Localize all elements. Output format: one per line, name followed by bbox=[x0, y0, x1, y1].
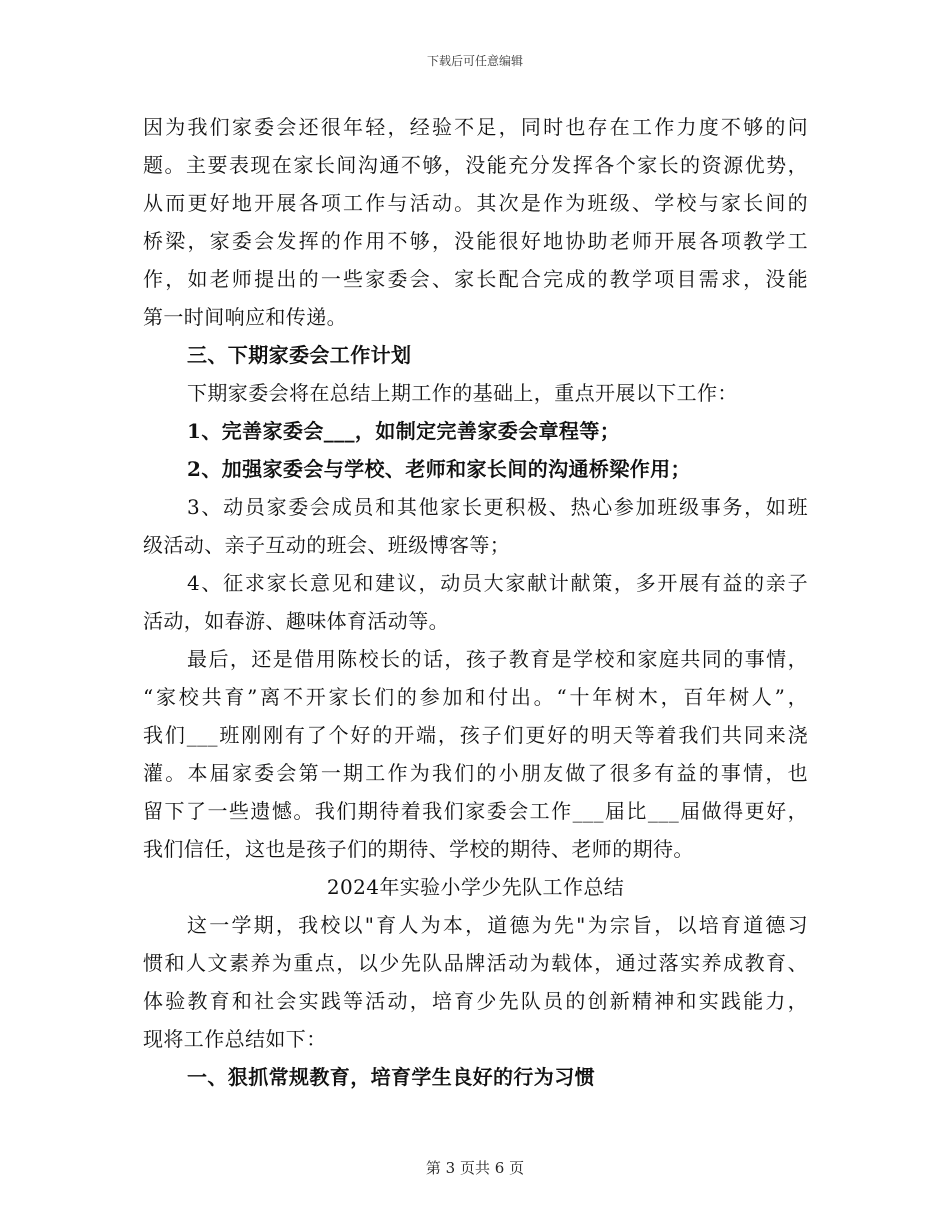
paragraph-line: 因为我们家委会还很年轻，经验不足，同时也存在工作力度不够的问 bbox=[143, 115, 808, 139]
paragraph-line: 灌。本届家委会第一期工作为我们的小朋友做了很多有益的事情，也 bbox=[143, 761, 808, 785]
paragraph-line: 第一时间响应和传递。 bbox=[143, 305, 347, 329]
list-item: 4、征求家长意见和建议，动员大家献计献策，多开展有益的亲子 bbox=[187, 571, 808, 595]
paragraph-line: 体验教育和社会实践等活动，培育少先队员的创新精神和实践能力， bbox=[143, 989, 808, 1013]
section-heading: 三、下期家委会工作计划 bbox=[187, 343, 412, 367]
paragraph-line: 这一学期，我校以"育人为本，道德为先"为宗旨，以培育道德习 bbox=[187, 913, 808, 937]
list-item-bold: 2、加强家委会与学校、老师和家长间的沟通桥梁作用； bbox=[187, 457, 691, 481]
paragraph-line: “家校共育”离不开家长们的参加和付出。“十年树木，百年树人”， bbox=[143, 685, 808, 709]
paragraph-line: 下期家委会将在总结上期工作的基础上，重点开展以下工作： bbox=[187, 381, 738, 405]
paragraph-line: 我们信任，这也是孩子们的期待、学校的期待、老师的期待。 bbox=[143, 837, 694, 861]
document-title: 2024年实验小学少先队工作总结 bbox=[326, 875, 625, 899]
paragraph-line: 留下了一些遗憾。我们期待着我们家委会工作___届比___届做得更好， bbox=[143, 799, 808, 823]
page-footer: 第 3 页共 6 页 bbox=[425, 1159, 525, 1177]
document-body bbox=[143, 108, 808, 1096]
paragraph-line: 活动，如春游、趣味体育活动等。 bbox=[143, 609, 449, 633]
list-item-bold: 1、完善家委会___，如制定完善家委会章程等； bbox=[187, 419, 621, 443]
paragraph-line: 桥梁，家委会发挥的作用不够，没能很好地协助老师开展各项教学工 bbox=[143, 229, 808, 253]
paragraph-line: 作，如老师提出的一些家委会、家长配合完成的教学项目需求，没能 bbox=[143, 267, 808, 291]
paragraph-line: 题。主要表现在家长间沟通不够，没能充分发挥各个家长的资源优势， bbox=[143, 153, 808, 177]
paragraph-line: 惯和人文素养为重点，以少先队品牌活动为载体，通过落实养成教育、 bbox=[143, 951, 808, 975]
paragraph-line: 从而更好地开展各项工作与活动。其次是作为班级、学校与家长间的 bbox=[143, 191, 808, 215]
paragraph-line: 级活动、亲子互动的班会、班级博客等； bbox=[143, 533, 511, 557]
section-heading: 一、狠抓常规教育，培育学生良好的行为习惯 bbox=[187, 1065, 595, 1089]
list-item: 3、动员家委会成员和其他家长更积极、热心参加班级事务，如班 bbox=[187, 495, 808, 519]
page-header: 下载后可任意编辑 bbox=[426, 54, 523, 68]
paragraph-line: 现将工作总结如下： bbox=[143, 1027, 327, 1051]
paragraph-line: 最后，还是借用陈校长的话，孩子教育是学校和家庭共同的事情， bbox=[187, 647, 808, 671]
paragraph-line: 我们___班刚刚有了个好的开端，孩子们更好的明天等着我们共同来浇 bbox=[143, 723, 808, 747]
